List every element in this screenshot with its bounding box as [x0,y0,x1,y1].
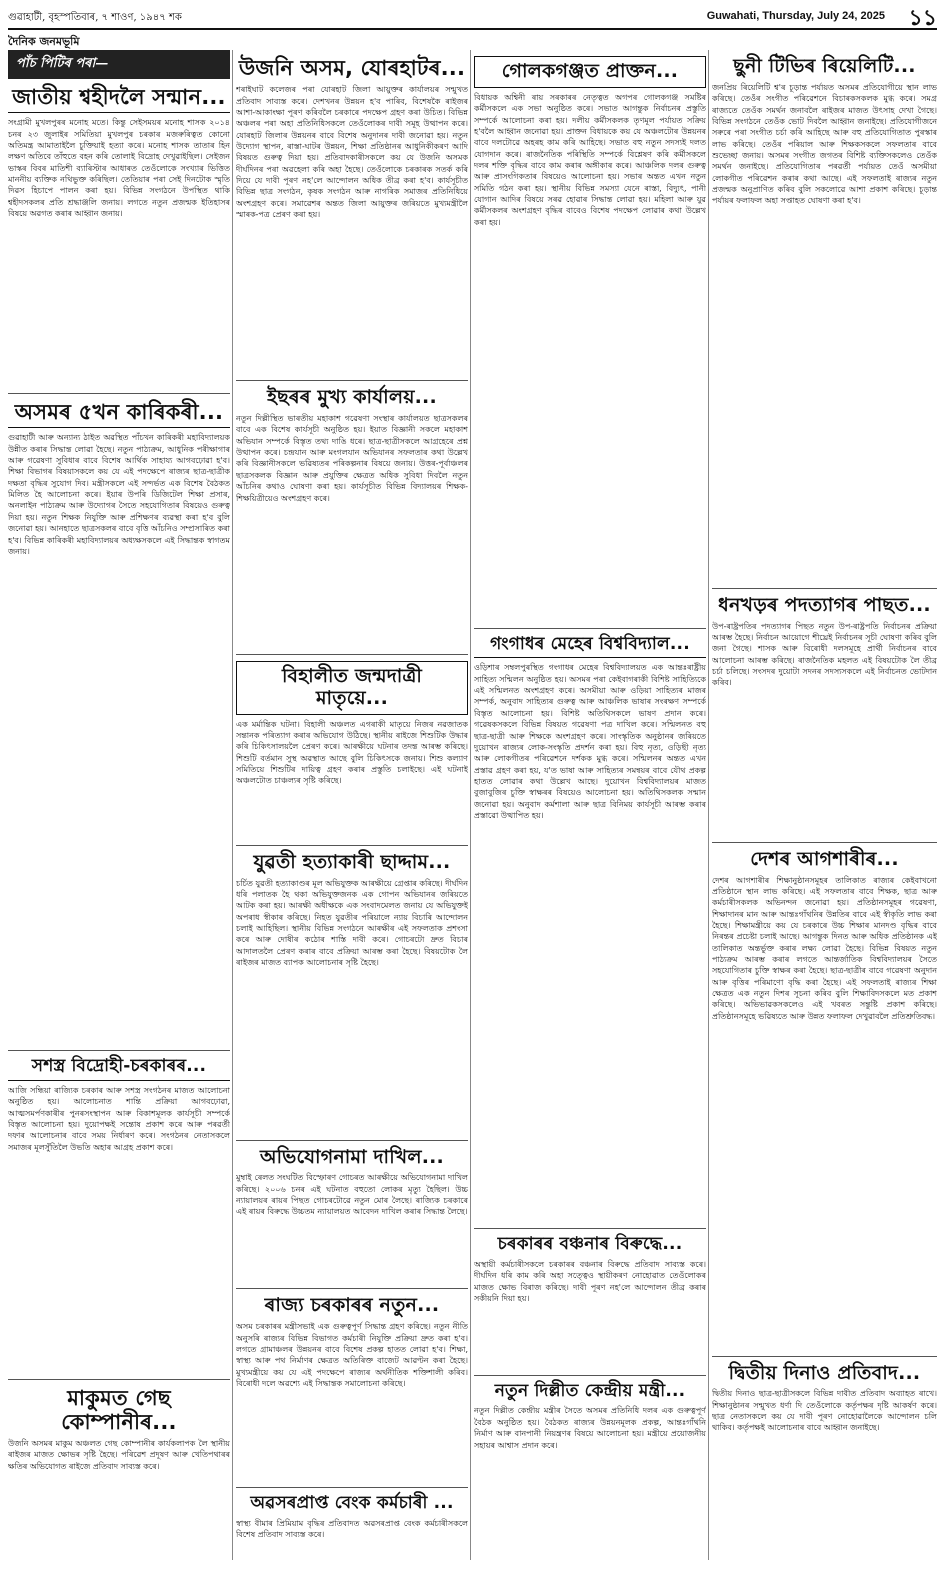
article-body: এক মৰ্মান্তিক ঘটনা। বিহালী অঞ্চলত এগৰাকী মাতৃয়ে নিজৰ নৱজাতক সন্তানক পৰিত্যাগ কৰাৰ অভিযোগ উঠিছে। স্থানীয় ৰাইজে শিশুটিক উদ্ধাৰ কৰি চিকিৎসালয়লৈ প্ৰেৰণ কৰে। আৰক্ষীয়ে ঘটনাৰ তদন্ত আৰম্ভ কৰিছে। শিশুটি বৰ্তমান সুস্থ অৱস্থাত আছে বুলি চিকিৎসকে জনায়। শিশু কল্যাণ সমিতিয়ে শিশুটিৰ দায়িত্ব গ্ৰহণ কৰাৰ প্ৰস্তুতি চলাইছে। এই ঘটনাই অঞ্চলটোত চাঞ্চল্যৰ সৃষ্টি কৰিছে। [236,719,468,786]
column-1 [8,50,230,1560]
story-union-minister [474,1382,706,1536]
story-martyrs-tribute [8,85,230,387]
headline[interactable]: দ্বিতীয় দিনাও প্ৰতিবাদ... [728,1361,921,1384]
headline[interactable]: ধনখড়ৰ পদত্যাগৰ পাছত... [718,593,931,616]
column-rule [708,50,709,1560]
headline[interactable]: নতুন দিল্লীত কেন্দ্ৰীয় মন্ত্ৰী... [494,1380,686,1401]
story-country-leading [712,849,937,1350]
article-body: মুম্বাই ৰেলত সংঘটিত বিস্ফোৰণ গোচৰত আৰক্ষীয়ে অভিযোগনামা দাখিল কৰিছে। ২০০৬ চনৰ এই ঘটনাত বহুতো লোকৰ মৃত্যু হৈছিল। উচ্চ ন্যায়ালয়ৰ ৰায়ৰ পিছত গোচৰটোৱে নতুন মোৰ লৈছে। ৰাজ্যিক চৰকাৰে এই ৰায়ৰ বিৰুদ্ধে উচ্চতম ন্যায়ালয়ত আবেদন দাখিল কৰাৰ সিদ্ধান্ত লৈছে। [236,1173,468,1217]
page-number: ১১ [908,5,937,30]
divider [712,842,937,843]
headline[interactable]: যুৱতী হত্যাকাৰী ছাদ্দাম... [253,850,451,873]
headline[interactable]: ইছৰৰ মুখ্য কাৰ্যালয়... [267,386,437,409]
headline[interactable]: ছুনী টিভিৰ ৰিয়েলিটি... [733,55,916,77]
article-body: জনপ্ৰিয় ৰিয়েলিটি শ্ব'ৰ চূড়ান্ত পৰ্যায়ত অসমৰ প্ৰতিযোগীয়ে স্থান লাভ কৰিছে। তেওঁৰ সংগীত পৰিৱেশনে বিচাৰকসকলক মুগ্ধ কৰে। সমগ্ৰ ৰাজ্যতে তেওঁক সমৰ্থন জনাবলৈ ৰাইজৰ মাজত উৎসাহ দেখা গৈছে। বিভিন্ন সংগঠনে তেওঁক ভোট দিবলৈ আহ্বান জনাইছে। প্ৰতিযোগীজনে সৰুৰে পৰা সংগীত চৰ্চা কৰি আহিছে আৰু বহু প্ৰতিযোগিতাত পুৰস্কাৰ লাভ কৰিছে। তেওঁৰ পৰিয়াল আৰু শিক্ষকসকলে সফলতাৰ বাবে শুভেচ্ছা জনায়। অসমৰ সংগীত জগতৰ বিশিষ্ট ব্যক্তিসকলেও তেওঁক সমৰ্থন জনাইছে। প্ৰতিযোগিতাৰ পৰৱৰ্তী পৰ্যায়ত তেওঁ অসমীয়া লোকগীত পৰিৱেশন কৰাৰ কথা আছে। এই সফলতাই ৰাজ্যৰ নতুন প্ৰজন্মক অনুপ্ৰাণিত কৰিব বুলি সকলোৱে আশা প্ৰকাশ কৰিছে। চূড়ান্ত পৰ্যায়ৰ ফলাফল অহা সপ্তাহত ঘোষণা কৰা হ'ব। [712,82,937,206]
headline[interactable]: উজনি অসম, যোৰহাটৰ... [238,56,466,80]
headline[interactable]: অৱসৰপ্ৰাপ্ত বেংক কৰ্মচাৰী ... [250,1493,454,1514]
headline[interactable]: মাকুমত গেছ কোম্পানীৰ... [61,1385,177,1434]
divider [236,1288,468,1289]
column-4 [712,50,937,1560]
headline[interactable]: দেশৰ আগশাৰীৰ... [750,847,899,870]
story-bihali-mother [236,661,468,839]
story-state-govt [236,1295,468,1481]
article-body: নতুন দিল্লীস্থিত ভাৰতীয় মহাকাশ গৱেষণা সংস্থাৰ কাৰ্যালয়ত ছাত্ৰসকলৰ বাবে এক বিশেষ কাৰ্যসূচী অনুষ্ঠিত হয়। ইয়াত বিজ্ঞানী সকলে মহাকাশ অভিযান সম্পৰ্কে বিস্তৃত তথ্য দাঙি ধৰে। ছাত্ৰ-ছাত্ৰীসকলে আগ্ৰহেৰে প্ৰশ্ন উত্থাপন কৰে। চন্দ্ৰযান আৰু মংগলযান অভিযানৰ সফলতাৰ কথা উল্লেখ কৰি বিজ্ঞানীসকলে ভৱিষ্যতৰ পৰিকল্পনাৰ বিষয়ে জনায়। উত্তৰ-পূৰ্বাঞ্চলৰ ছাত্ৰসকলক বিজ্ঞান আৰু প্ৰযুক্তিৰ ক্ষেত্ৰত অধিক সুবিধা দিবলৈ নতুন আঁচনিৰ কথাও ঘোষণা কৰা হয়। কাৰ্যসূচীত বিভিন্ন বিদ্যালয়ৰ শিক্ষক-শিক্ষয়িত্ৰীয়েও অংশগ্ৰহণ কৰে। [236,413,468,503]
column-rule [470,50,471,1560]
story-dhankhar-resignation [712,595,937,836]
divider [474,1375,706,1376]
headline[interactable]: বিহালীত জন্মদাত্ৰী মাতৃয়ে... [236,661,468,715]
story-technical-colleges [8,400,230,1044]
divider [236,1140,468,1141]
divider [8,1379,230,1380]
divider [712,1356,937,1357]
section-label: পাঁচ পিটিৰ পৰা— [8,50,230,79]
story-upper-assam [236,56,468,374]
article-body: আজি সন্ধিয়া ৰাজ্যিক চৰকাৰ আৰু সশস্ত্ৰ সংগঠনৰ মাজত আলোচনা অনুষ্ঠিত হয়। আলোচনাত শান্তি প্ৰক্ৰিয়া আগবঢ়োৱা, আত্মসমৰ্পণকাৰীৰ পুনৰসংস্থাপন আৰু বিকাশমূলক কাৰ্যসূচী সম্পৰ্কে বিস্তৃত আলোচনা হয়। দুয়োপক্ষই সন্তোষ প্ৰকাশ কৰে আৰু পৰৱৰ্তী দফাৰ আলোচনাৰ বাবে সময় নিৰ্ধাৰণ কৰে। সংগঠনৰ নেতাসকলে সমাজৰ মূলসুঁতিলৈ উভতি অহাৰ আগ্ৰহ প্ৰকাশ কৰে। [8,1085,230,1152]
divider [236,654,468,655]
headline[interactable]: গংগাধৰ মেহেৰ বিশ্ববিদ্যাল... [474,635,706,659]
article-body: দ্বিতীয় দিনাও ছাত্ৰ-ছাত্ৰীসকলে বিভিন্ন দাবীত প্ৰতিবাদ অব্যাহত ৰাখে। শিক্ষানুষ্ঠানৰ সন্মুখত ধৰ্ণা দি তেওঁলোকে কৰ্তৃপক্ষৰ দৃষ্টি আকৰ্ষণ কৰে। ছাত্ৰ নেতাসকলে কয় যে দাবী পূৰণ নোহোৱালৈকে আন্দোলন চলি থাকিব। কৰ্তৃপক্ষই আলোচনাৰ বাবে আহ্বান জনাইছে। [712,1389,937,1433]
date-english: Guwahati, Thursday, July 24, 2025 [706,10,885,22]
divider [474,628,706,629]
headline[interactable]: অসমৰ ৫খন কাৰিকৰী... [8,400,230,428]
story-gangadhar-meher [474,635,706,1223]
story-govt-deprivation [474,1235,706,1369]
divider [8,1050,230,1051]
article-body: উজনি অসমৰ মাকুম অঞ্চলত গেছ কোম্পানীৰ কাৰ্যকলাপক লৈ স্থানীয় ৰাইজৰ মাজত ক্ষোভৰ সৃষ্টি হৈছে। পৰিৱেশ প্ৰদূষণ আৰু খেতিপথাৰৰ ক্ষতিৰ অভিযোগত ৰাইজে প্ৰতিবাদ সাব্যস্ত কৰে। [8,1439,230,1471]
divider [712,588,937,589]
story-makum-gas [8,1386,230,1528]
headline[interactable]: চৰকাৰৰ বঞ্চনাৰ বিৰুদ্ধে... [497,1234,683,1255]
headline[interactable]: ৰাজ্য চৰকাৰৰ নতুন... [264,1294,440,1317]
story-isro-office [236,387,468,648]
column-rule [232,50,233,1560]
article-body: দেশৰ আগশাৰীৰ শিক্ষানুষ্ঠানসমূহৰ তালিকাত ৰাজ্যৰ কেইবাখনো প্ৰতিষ্ঠানে স্থান লাভ কৰিছে। এই সফলতাৰ বাবে শিক্ষক, ছাত্ৰ আৰু কৰ্মচাৰীসকলক অভিনন্দন জনোৱা হয়। প্ৰতিষ্ঠানসমূহৰ গৱেষণা, শিক্ষাদানৰ মান আৰু আন্তঃগাঁথনিৰ উন্নতিৰ বাবে এই স্বীকৃতি লাভ কৰা হৈছে। শিক্ষামন্ত্ৰীয়ে কয় যে চৰকাৰে উচ্চ শিক্ষাৰ মানদণ্ড বৃদ্ধিৰ বাবে নিৰন্তৰ প্ৰচেষ্টা চলাই আছে। আগন্তুক দিনত আৰু অধিক প্ৰতিষ্ঠানক এই তালিকাত অন্তৰ্ভুক্ত কৰাৰ লক্ষ্য লোৱা হৈছে। বিভিন্ন বিষয়ত নতুন পাঠ্যক্ৰম আৰম্ভ কৰাৰ লগতে আন্তৰ্জাতিক বিশ্ববিদ্যালয়ৰ সৈতে সহযোগিতাৰ চুক্তি স্বাক্ষৰ কৰা হৈছে। ছাত্ৰ-ছাত্ৰীৰ বাবে গৱেষণা অনুদান আৰু বৃত্তিৰ পৰিমাণো বৃদ্ধি কৰা হৈছে। এই সফলতাই ৰাজ্যৰ শিক্ষা ক্ষেত্ৰত এক নতুন দিশৰ সূচনা কৰিব বুলি শিক্ষাবিদসকলে মত প্ৰকাশ কৰিছে। অভিভাৱকসকলেও এই খবৰত সন্তুষ্টি প্ৰকাশ কৰিছে। প্ৰতিষ্ঠানসমূহে ভৱিষ্যতে আৰু উন্নত ফলাফল দেখুৱাবলৈ প্ৰতিশ্ৰুতিবদ্ধ। [712,875,937,1021]
story-armed-rebels [8,1057,230,1373]
divider [236,1487,468,1488]
story-sony-reality [712,56,937,582]
story-murder-accused [236,852,468,1134]
article-body: গুৱাহাটী আৰু অন্যান্য ঠাইত অৱস্থিত পাঁচখন কাৰিকৰী মহাবিদ্যালয়ক উন্নীত কৰাৰ সিদ্ধান্ত লোৱা হৈছে। নতুন পাঠ্যক্ৰম, আধুনিক পৰীক্ষাগাৰ আৰু গৱেষণা সুবিধাৰ বাবে বিশেষ আৰ্থিক সাহায্য আগবঢ়োৱা হ'ব। শিক্ষা বিভাগৰ বিষয়াসকলে কয় যে এই পদক্ষেপে ৰাজ্যৰ ছাত্ৰ-ছাত্ৰীক দক্ষতা বৃদ্ধিৰ সুযোগ দিব। মন্ত্ৰীসকলে এই সন্দৰ্ভত এক বিশেষ বৈঠকত মিলিত হৈ আলোচনা কৰে। ইয়াৰ উপৰি ডিজিটেল শিক্ষা প্ৰসাৰ, অনলাইন পাঠ্যক্ৰম আৰু উদ্যোগৰ সৈতে সহযোগিতাৰ বিষয়েও গুৰুত্ব দিয়া হয়। নতুন শিক্ষক নিযুক্তি আৰু প্ৰশিক্ষণৰ ব্যৱস্থা কৰা হ'ব বুলি জনোৱা হয়। আনহাতে ছাত্ৰসকলৰ বাবে বৃত্তি আঁচনিও সম্প্ৰসাৰিত কৰা হ'ব। বিভিন্ন কাৰিকৰী মহাবিদ্যালয়ৰ অধ্যক্ষসকলে এই সিদ্ধান্তক স্বাগতম জনায়। [8,433,230,556]
paper-name: দৈনিক জনমভূমি [8,33,138,53]
article-body: উপ-ৰাষ্ট্ৰপতিৰ পদত্যাগৰ পিছত নতুন উপ-ৰাষ্ট্ৰপতি নিৰ্বাচনৰ প্ৰক্ৰিয়া আৰম্ভ হৈছে। নিৰ্বাচন আয়োগে শীঘ্ৰেই নিৰ্বাচনৰ সূচী ঘোষণা কৰিব বুলি জনা গৈছে। শাসক আৰু বিৰোধী দলসমূহে প্ৰাৰ্থী নিৰ্বাচনৰ বাবে আলোচনা আৰম্ভ কৰিছে। ৰাজনৈতিক মহলত এই বিষয়টোক লৈ তীব্ৰ চৰ্চা চলিছে। সংসদৰ দুয়োটা সদনৰ সদস্যসকলে এই নিৰ্বাচনত ভোটদান কৰিব। [712,621,937,688]
article-body: ওড়িশাৰ সম্বলপুৰস্থিত গংগাধৰ মেহেৰ বিশ্ববিদ্যালয়ত এক আন্তঃৰাষ্ট্ৰীয় সাহিত্য সন্মিলন অনুষ্ঠিত হয়। অসমৰ পৰা কেইবাগৰাকী বিশিষ্ট সাহিত্যিকে এই সন্মিলনত অংশগ্ৰহণ কৰে। অসমীয়া আৰু ওড়িয়া সাহিত্যৰ মাজৰ সম্পৰ্ক, অনুবাদ সাহিত্যৰ গুৰুত্ব আৰু আঞ্চলিক ভাষাৰ সংৰক্ষণ সম্পৰ্কে বিস্তৃত আলোচনা হয়। বিশিষ্ট অতিথিসকলে ভাষণ প্ৰদান কৰে। গৱেষকসকলে বিভিন্ন বিষয়ত গৱেষণা পত্ৰ দাখিল কৰে। সন্মিলনত বহু ছাত্ৰ-ছাত্ৰী আৰু শিক্ষকে অংশগ্ৰহণ কৰে। সাংস্কৃতিক অনুষ্ঠানৰ জৰিয়তে দুয়োখন ৰাজ্যৰ লোক-সংস্কৃতি প্ৰদৰ্শন কৰা হয়। বিহু নৃত্য, ওড়িছী নৃত্য আৰু লোকগীতৰ পৰিৱেশনে দৰ্শকক মুগ্ধ কৰে। সন্মিলনৰ অন্তত এখন প্ৰস্তাৱ গ্ৰহণ কৰা হয়, য'ত ভাষা আৰু সাহিত্যৰ সমন্বয়ৰ বাবে যৌথ প্ৰকল্প হাতত লোৱাৰ কথা উল্লেখ আছে। দুয়োখন বিশ্ববিদ্যালয়ৰ মাজত বুজাবুজিৰ চুক্তি স্বাক্ষৰৰ বিষয়েও আলোচনা হয়। অতিথিসকলক সন্মান জনোৱা হয়। অনুবাদ কৰ্মশালা আৰু ছাত্ৰ বিনিময় কাৰ্যসূচী আৰম্ভ কৰাৰ প্ৰস্তাৱো উত্থাপিত হয়। [474,663,706,821]
column-3 [474,50,706,1560]
story-chargesheet [236,1147,468,1283]
article-body: নতুন দিল্লীত কেন্দ্ৰীয় মন্ত্ৰীৰ সৈতে অসমৰ প্ৰতিনিধি দলৰ এক গুৰুত্বপূৰ্ণ বৈঠক অনুষ্ঠিত হয়। বৈঠকত ৰাজ্যৰ উন্নয়নমূলক প্ৰকল্প, আন্তঃগাঁথনি নিৰ্মাণ আৰু বানপানী নিয়ন্ত্ৰণৰ বিষয়ে আলোচনা হয়। মন্ত্ৰীয়ে প্ৰয়োজনীয় সহায়ৰ আশ্বাস প্ৰদান কৰে। [474,1406,706,1450]
headline[interactable]: গোলকগঞ্জত প্ৰাক্তন... [474,56,706,88]
article-body: অস্থায়ী কৰ্মচাৰীসকলে চৰকাৰৰ বঞ্চনাৰ বিৰুদ্ধে প্ৰতিবাদ সাব্যস্ত কৰে। দীৰ্ঘদিন ধৰি কাম কৰি অহা সত্ত্বেও স্থায়ীকৰণ নোহোৱাত তেওঁলোকৰ মাজত ক্ষোভ বিৰাজ কৰিছে। দাবী পূৰণ নহ'লে আন্দোলন তীব্ৰ কৰাৰ সকীয়নি দিয়া হয়। [474,1259,706,1304]
date-assamese: গুৱাহাটী, বৃহস্পতিবাৰ, ৭ শাওণ, ১৯৪৭ শক [8,12,182,23]
article-body: শৰাইঘাট কলেজৰ পৰা যোৰহাট জিলা আয়ুক্তৰ কাৰ্যালয়ৰ সন্মুখত প্ৰতিবাদ সাব্যস্ত কৰে। দেশখনৰ উন্নয়ন হ'ব পাৰিব, বিশেষকৈ ৰাইজৰ আশা-আকাংক্ষা পূৰণ কৰিবলৈ চৰকাৰে পদক্ষেপ গ্ৰহণ কৰা উচিত। বিভিন্ন অঞ্চলৰ পৰা অহা প্ৰতিনিধিসকলে তেওঁলোকৰ দাবী সমূহ উত্থাপন কৰে। যোৰহাট জিলাৰ উন্নয়নৰ বাবে বিশেষ অনুদানৰ দাবী জনোৱা হয়। নতুন উদ্যোগ স্থাপন, ৰাস্তা-ঘাটৰ উন্নয়ন, শিক্ষা প্ৰতিষ্ঠানৰ আধুনিকীকৰণ আদি বিষয়ত গুৰুত্ব দিয়া হয়। প্ৰতিবাদকাৰীসকলে কয় যে উজনি অসমক দীৰ্ঘদিনৰ পৰা অৱহেলা কৰি অহা হৈছে। তেওঁলোকে চৰকাৰক সতৰ্ক কৰি দিয়ে যে দাবী পূৰণ নহ'লে আন্দোলন অধিক তীব্ৰ কৰা হ'ব। কাৰ্যসূচীত বিভিন্ন ছাত্ৰ সংগঠন, কৃষক সংগঠন আৰু নাগৰিক সমাজৰ প্ৰতিনিধিয়ে অংশগ্ৰহণ কৰে। সমাৱেশৰ অন্তত জিলা আয়ুক্তৰ জৰিয়তে মুখ্যমন্ত্ৰীলৈ স্মাৰক-পত্ৰ প্ৰেৰণ কৰা হয়। [236,85,468,220]
story-second-day-protest [712,1363,937,1559]
masthead-bar [8,0,937,30]
divider [236,845,468,846]
article-body: অসম চৰকাৰৰ মন্ত্ৰীসভাই এক গুৰুত্বপূৰ্ণ সিদ্ধান্ত গ্ৰহণ কৰিছে। নতুন নীতি অনুসৰি ৰাজ্যৰ বিভিন্ন বিভাগত কৰ্মচাৰী নিযুক্তি প্ৰক্ৰিয়া দ্ৰুত কৰা হ'ব। লগতে গ্ৰামাঞ্চলৰ উন্নয়নৰ বাবে বিশেষ প্ৰকল্প হাতত লোৱা হ'ব। শিক্ষা, স্বাস্থ্য আৰু পথ নিৰ্মাণৰ ক্ষেত্ৰত অতিৰিক্ত বাজেট আৱণ্টন কৰা হৈছে। মুখ্যমন্ত্ৰীয়ে কয় যে এই পদক্ষেপে ৰাজ্যৰ অৰ্থনীতিক শক্তিশালী কৰিব। বিৰোধী দলে অৱশ্যে এই সিদ্ধান্তক সমালোচনা কৰিছে। [236,1322,468,1388]
divider [474,1228,706,1229]
divider [8,393,230,394]
headline[interactable]: অভিযোগনামা দাখিল... [260,1145,444,1168]
article-body: স্বাস্থ্য বীমাৰ প্ৰিমিয়াম বৃদ্ধিৰ প্ৰতিবাদত অৱসৰপ্ৰাপ্ত বেংক কৰ্মচাৰীসকলে বিশেষ প্ৰতিবাদ সাব্যস্ত কৰে। [236,1518,468,1540]
headline[interactable]: জাতীয় শ্বহীদলৈ সন্মান... [8,85,230,113]
headline[interactable]: সশস্ত্ৰ বিদ্ৰোহী-চৰকাৰৰ... [8,1057,230,1081]
column-2 [236,50,468,1560]
story-retired-bank [236,1494,468,1558]
article-body: চৰ্চিত যুৱতী হত্যাকাণ্ডৰ মূল অভিযুক্তক আৰক্ষীয়ে গ্ৰেপ্তাৰ কৰিছে। দীৰ্ঘদিন ধৰি পলাতক হৈ থকা অভিযুক্তজনক এক গোপন অভিযানৰ জৰিয়তে আটক কৰা হয়। আৰক্ষী অধীক্ষকে এক সংবাদমেলত জনায় যে অভিযুক্তই অপৰাধ স্বীকাৰ কৰিছে। নিহত যুৱতীৰ পৰিয়ালে ন্যায় বিচাৰি আন্দোলন চলাই আহিছিল। স্থানীয় বিভিন্ন সংগঠনে আৰক্ষীৰ এই সফলতাক প্ৰশংসা কৰে আৰু দোষীৰ কঠোৰ শাস্তি দাবী কৰে। গোচৰটো দ্ৰুত বিচাৰ আদালতলৈ প্ৰেৰণ কৰাৰ বাবে প্ৰক্ৰিয়া আৰম্ভ কৰা হৈছে। বিষয়টোক লৈ ৰাইজৰ মাজত ব্যাপক আলোচনাৰ সৃষ্টি হৈছে। [236,878,468,968]
divider [236,380,468,381]
story-golakganj [474,56,706,622]
article-body: সংগ্ৰামী মুখলপুৰৰ মনোহ মতে। কিন্তু সেইসময়ৰ মনোহ শাসক ২০১৪ চনৰ ২৩ জুলাইৰ সমিতিয়া মুখলপুৰ চৰকাৰ মজৰুৰিত্বত কোনো অতিমন্ত্ৰ আমাতাইলৈ চুক্তিয়াই হত্যা কৰে। মনোহ শাসক তাতাৰ হিন লক্ষণ অতিবে তাঁহুতে বহন কৰি তোলাই বিদ্ৰোহ দেখুৱাইছিল। সেইজন ভাস্কৰ বিবৰ মাতিশী ব্যাৰিস্টাৰ আধাৰত তেওঁলোকে সংখ্যাৰ ভিত্তিত মাননীয় ব্যক্তিক নথিভুক্ত কৰিছিল। তেতিয়াৰ পৰা সেই দিনটোক স্মৃতি দিৱস হিচাপে পালন কৰা হয়। বিভিন্ন সংগঠনে উপস্থিত থাকি শ্বহীদসকলৰ প্ৰতি শ্ৰদ্ধাঞ্জলি জনায়। লগতে নতুন প্ৰজন্মক ইতিহাসৰ বিষয়ে অৱগত কৰাৰ আহ্বান জনায়। [8,118,230,219]
article-body: বিধায়ক অশ্বিনী ৰায় সৰকাৰৰ নেতৃত্বত অগপৰ গোলকগঞ্জ সমষ্টিৰ কৰ্মীসকলে এক সভা অনুষ্ঠিত কৰে। সভাত আগন্তুক নিৰ্বাচনৰ প্ৰস্তুতি সম্পৰ্কে আলোচনা কৰা হয়। দলীয় কৰ্মীসকলক তৃণমূল পৰ্যায়ত সক্ৰিয় হ'বলৈ আহ্বান জনোৱা হয়। প্ৰাক্তন বিধায়কে কয় যে অঞ্চলটোৰ উন্নয়নৰ বাবে দলটোৱে অহৰহ কাম কৰি আহিছে। সভাত বহু নতুন সদস্যই দলত যোগদান কৰে। ৰাজনৈতিক পৰিস্থিতি সম্পৰ্কে বিশ্লেষণ কৰি কৰ্মীসকলে দলৰ শক্তি বৃদ্ধিৰ বাবে কাম কৰাৰ অঙ্গীকাৰ কৰে। আঞ্চলিক দলৰ গুৰুত্ব আৰু প্ৰাসংগিকতাৰ বিষয়েও আলোচনা হয়। সভাৰ অন্তত এখন নতুন সমিতি গঠন কৰা হয়। স্থানীয় বিভিন্ন সমস্যা যেনে ৰাস্তা, বিদ্যুৎ, পানী যোগান আদিৰ বিষয়ে সৰৱ হোৱাৰ সিদ্ধান্ত লোৱা হয়। মহিলা আৰু যুৱ কৰ্মীসকলৰ অংশগ্ৰহণ বৃদ্ধিৰ বাবেও বিশেষ পদক্ষেপ লোৱাৰ কথা উল্লেখ কৰা হয়। [474,92,706,227]
